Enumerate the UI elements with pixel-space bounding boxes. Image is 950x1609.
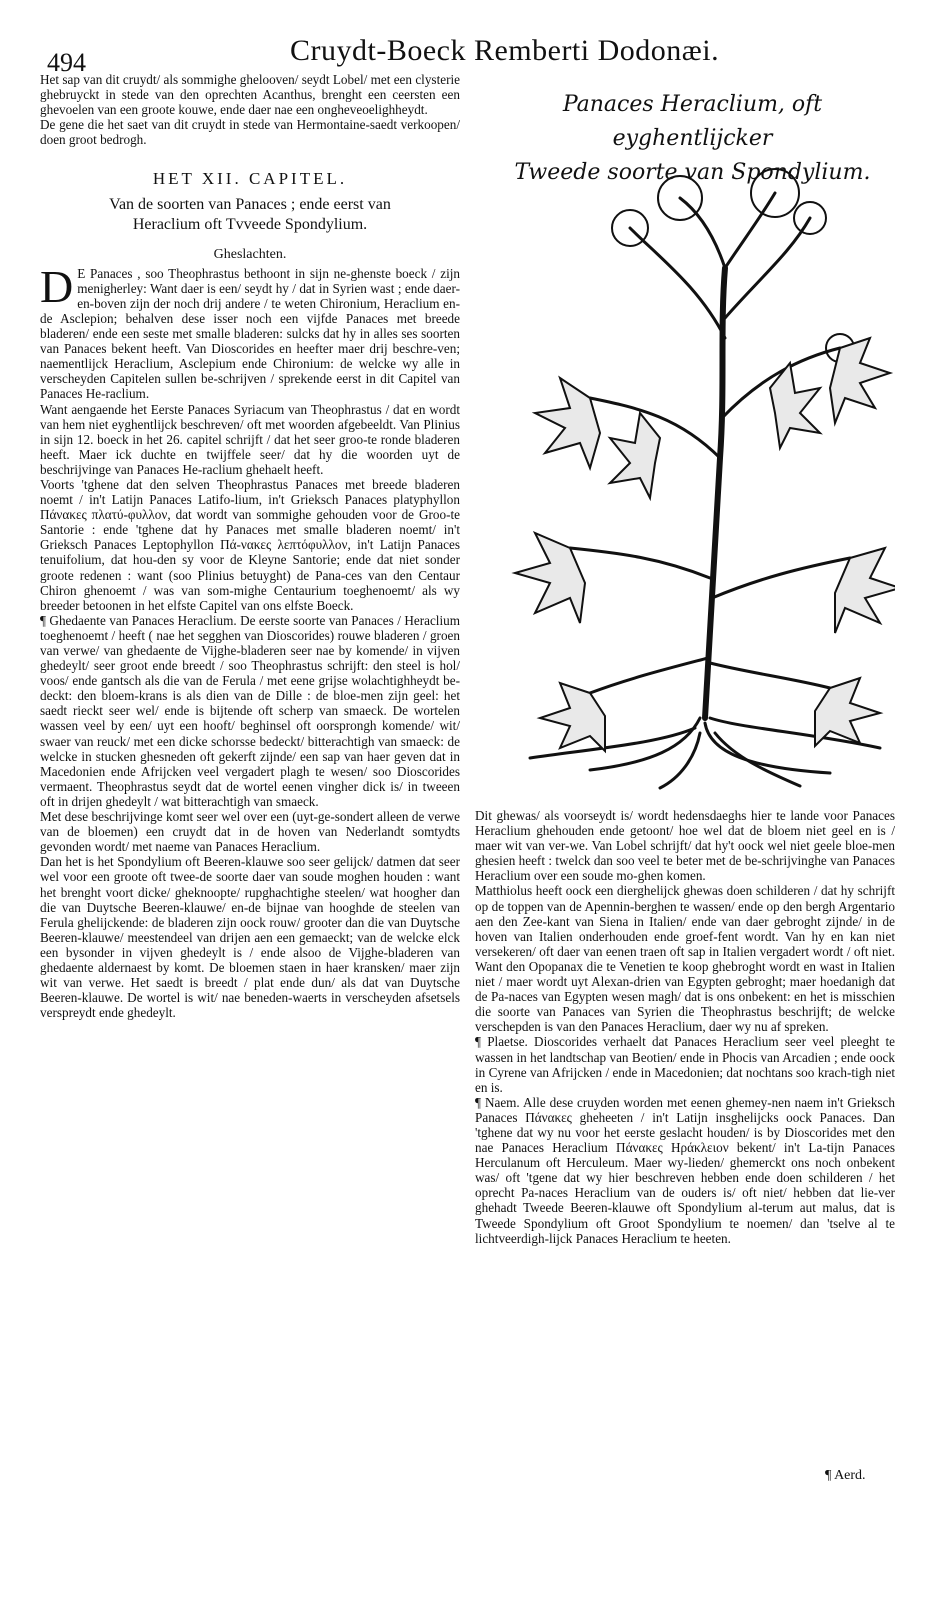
intro-paragraph-2: De gene die het saet van dit cruydt in stede van Hermontaine-saedt verkoopen/ doen groot bedrogh. <box>40 117 460 148</box>
body-paragraph-5: Met dese beschrijvinge komt seer wel over een (uyt-ge-sondert alleen de verwe van de bloemen) een cruydt dat in de hoven van Nederlandt somtydts gevonden wordt/ met naeme van Panaces Heraclium. <box>40 809 460 855</box>
plant-woodcut-illustration <box>510 158 895 793</box>
drop-cap: D <box>40 260 74 312</box>
right-paragraph-2: Matthiolus heeft oock een dierghelijck ghewas doen schilderen / dat hy schrijft op de toppen van de Apennin-berghen te wassen/ ende op den bergh Argentario aen den Zee-kant van Siena in Italien/ ende van daer gebroght zijnde/ in de hoven van Italien onderhouden ende groef-fent wordt. Van hy en kan niet versekeren/ oft daer van eenen traen oft sap in Italien vergadert wordt / oft niet. Want den Opopanax die te Venetien te koop ghebroght wordt en wast in Italien niet / maer wordt uyt Alexan-drien van Egypten gebroght; maer hoedanigh dat de Pa-naces van Egypten wesen magh/ dat is ons onbekent: en het is misschien die soorte van Panaces van Syrien die Theophrastus beschrijft; de welcke verschepden is van den Panaces Heraclium, daer wy nu af spreken. <box>475 883 895 1035</box>
figure-caption-line-1: Panaces Heraclium, oft eyghentlijcker <box>562 92 823 151</box>
body-paragraph-1 <box>40 260 460 402</box>
body-paragraph-1-text: E Panaces , soo Theophrastus bethoont in sijn ne-ghenste boeck / zijn menigherley: Want daer is een/ seydt hy / dat in Syrien wast ; ende daer-en-boven zijn der noch drij andere / te weten Chironium, Heraclium en-de Asclepion; behalven dese isser noch een vijfde Panaces met breede bladeren/ ende een seste met smalle bladeren: sulcks dat hy in alles ses soorten van Panaces bekent heeft. Van Dioscorides en heefter maer drij beschre-ven; naementlijck Heraclium, Asclepium ende Chironium: de welcke wy alle in verscheyden Capitelen sullen be-schrijven / sprekende eerst in dit Capitel van Panaces He-raclium. <box>40 265 460 402</box>
right-paragraph-3: ¶ Plaetse. Dioscorides verhaelt dat Panaces Heraclium seer veel pleeght te wassen in het landtschap van Beotien/ ende in Phocis van Arcadien ; ende oock in Cyrene van Afrijcken / ende in Macedonien; dat nochtans soo krach-tigh niet en is. <box>475 1034 895 1095</box>
right-paragraph-1: Dit ghewas/ als voorseydt is/ wordt hedensdaeghs hier te lande voor Panaces Heraclium ghehouden ende getoont/ hoe wel dat de bloem niet geel en is / maer wit van ver-we. Van Lobel schrijft/ dat hy't oock wel niet geele bloe-men ghesien heeft : twelck dan soo veel te beter met de be-schrijvinghe van Panaces Heraclium over een soude mo-ghen komen. <box>475 808 895 884</box>
running-title: Cruydt-Boeck Remberti Dodonæi. <box>290 34 720 67</box>
body-paragraph-3: Voorts 'tghene dat den selven Theophrastus Panaces met breede bladeren noemt / in't Latijn Panaces Latifo-lium, in't Grieksch Panaces platyphyllon Πάνακες πλατύ-φυλλον, dat wordt van sommighe gehouden voor de Groo-te Santorie : ende 'tghene dat hy Panaces met smalle bladeren noemt/ in't Grieksch Panaces Leptophyllon Πά-νακες λεπτόφυλλον, in't Latijn Panaces tenuifolium, dat hou-den sy voor de Kleyne Santorie; ende dat niet sonder groote redenen : want (soo Plinius betuyght) de Pana-ces van den Centaur Chiron ghenoemt / was van som-mighe Centaurium toeghenoemt/ als wy breeder betoonen in het elfste Capitel van ons elfste Boeck. <box>40 476 460 613</box>
right-column <box>475 808 895 1246</box>
chapter-heading: HET XII. CAPITEL. <box>152 169 348 189</box>
body-paragraph-6: Dan het is het Spondylium oft Beeren-klauwe soo seer gelijck/ datmen dat seer wel voor een groote oft twee-de soorte daer van soude moghen houden : want het brenght voort dicke/ gheknoopte/ rupghachtighe steelen/ wat hoogher dan die van Duytsche Beeren-klauwe/ en-de bijnae van hooghde de steelen van Ferula ghelijckende: de bladeren zijn oock rouw/ grooter dan die van Duytsche Beeren-klauwe/ meestendeel van drijen aen een gemaeckt; van de welcke elck een bysonder in vijven ghedeylt is / ende alsoo de Vijghe-bladeren van ghedaente aldernaest by komt. De bloemen staen in haer kransken/ maer zijn wit van verwe. Het saedt is breedt / plat ende dun/ als dat van Duytsche Beeren-klauwe. De wortel is wit/ nae beneden-waerts in verscheyden afsetsels verspreydt ende ghedeylt. <box>40 854 460 1021</box>
section-heading: Gheslachten. <box>213 246 287 262</box>
figure-caption-line-2: Tweede soorte van Spondylium. <box>514 160 871 185</box>
chapter-subtitle <box>40 195 460 235</box>
subtitle-line-1: Van de soorten van Panaces ; ende eerst van <box>109 195 391 213</box>
page-number: 494 <box>47 48 86 77</box>
intro-paragraph-1: Het sap van dit cruydt/ als sommighe ghelooven/ seydt Lobel/ met een clysterie ghebruyckt in stede van den oprechten Acanthus, brenght een ceersten een ghevoelen van een groote kouwe, ende daer nae een ongheveoelighheydt. <box>40 72 460 118</box>
body-paragraph-2: Want aengaende het Eerste Panaces Syriacum van Theophrastus / dat en wordt van hem niet eyghentlijck beschreven/ oft met woorden afgebeeldt. Van Plinius in sijn 12. boeck in het 26. capitel schrijft / dat het seer groo-te ronde bladeren heeft. Maer ick duchte en twijffele seer/ dat hy die woorden uyt de beschrijvinge van Panaces He-raclium ghehaelt heeft. <box>40 401 460 477</box>
left-column <box>40 72 460 1020</box>
right-paragraph-4: ¶ Naem. Alle dese cruyden worden met eenen ghemey-nen naem in't Grieksch Panaces Πάνακες gheheeten / in't Latijn insghelijcks oock Panaces. Dan 'tghene dat wy nu voor het eerste geslacht houden/ is by Dioscorides met den nae Panaces Heraclium Πάνακες Ηράκλειον bekent/ in't La-tijn Panaces Herculanum oft Herculeum. Maer wy-lieden/ ghemerckt ons noch onbekent was/ oft 'tgene dat wy hier beschreven hebben ende doen schilderen / het oprecht Pa-naces Heraclium van de ouders is/ oft niet/ hebben dat lie-ver ghehadt Tweede Beeren-klauwe oft Spondylium al-terum aut malus, dat is Tweede Spondylium oft Groot Spondylium te noemen/ dan 'tselve al te lichtveerdigh-lijck Panaces Heraclium te heeten. <box>475 1094 895 1246</box>
catchword: ¶ Aerd. <box>825 1468 866 1483</box>
body-paragraph-4: ¶ Ghedaente van Panaces Heraclium. De eerste soorte van Panaces / Heraclium toeghenoemt / heeft ( nae het segghen van Dioscorides) rouwe bladeren / groen van verwe/ van ghedaente de Vijghe-bladeren seer nae by komende/ in vijven ghedeylt/ seer groot ende breedt / soo Theophrastus schrijft: den steel is hol/ voos/ ende gantsch als die van de Ferula / met eene grijse wolachtighheydt be-deckt: den bloem-krans is als dien van de Dille : de bloe-men zijn geel: het saedt rieckt seer wel/ ende is bijtende oft scherp van smaeck. De wortelen wassen veel by een/ uyt een hooft/ beghinsel oft oorsprongh komende/ wit/ swaer van reuck/ met een dicke schorsse bedeckt/ bitterachtigh van smaeck: de welcke in stucken ghesneden oft gekerft zijnde/ een sap van haer geven dat in Macedonien ende Afrijcken veel vergadert plagh te wesen/ soo Dioscorides vermaent. Theophrastus seydt dat de wortel eenen vingher dick is/ in tweeen oft in drijen ghedeylt / wat bitterachtigh van smaeck. <box>40 612 460 809</box>
subtitle-line-2: Heraclium oft Tvveede Spondylium. <box>132 215 368 233</box>
